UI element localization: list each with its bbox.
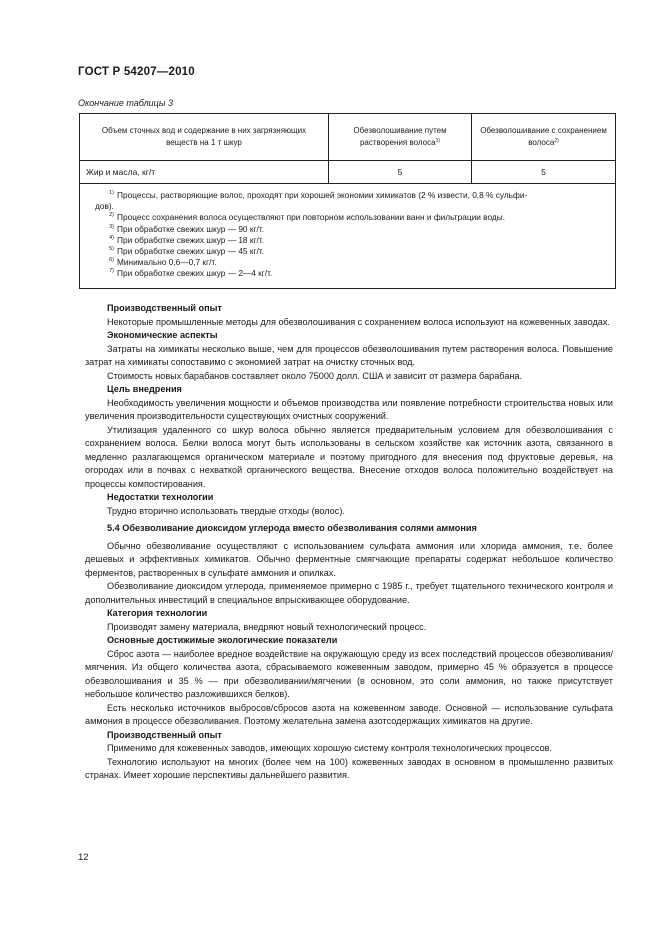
heading-production-experience: Производственный опыт	[107, 303, 222, 313]
section-heading-5-4: 5.4 Обезволивание диоксидом углерода вместо обезволивания солями аммония	[107, 523, 477, 533]
footnote: 7) При обработке свежих шкур — 2—4 кг/т.	[109, 268, 273, 279]
heading-environmental-indicators: Основные достижимые экологические показатели	[107, 635, 338, 645]
footnote: 1) Процессы, растворяющие волос, проходят при хорошей экономии химикатов (2 % извести, 0,8 % сульфи-	[109, 190, 528, 200]
paragraph: Стоимость новых барабанов составляет около 75000 долл. США и зависит от размера барабана.	[107, 370, 523, 381]
paragraph: Обычно обезволивание осуществляют с использованием сульфата аммония или хлорида аммония, т.е. более дешевых и эффективных химикатов. Обычно ферментные смягчающие препараты содержат небольшое количество ферментов, растворенных в сульфате аммония и опилках.	[85, 540, 613, 578]
document-body	[85, 302, 613, 783]
paragraph: Применимо для кожевенных заводов, имеющих хорошую систему контроля технологических процессов.	[107, 743, 553, 753]
paragraph: Производят замену материала, внедряют новый технологический процесс.	[107, 621, 427, 632]
footnote: 4) При обработке свежих шкур — 18 кг/т.	[109, 234, 264, 245]
paragraph: Затраты на химикаты несколько выше, чем для процессов обезволошивания путем растворения волоса. Повышение затрат на химикаты сопоставимо с экономией затрат на очистку сточных вод.	[85, 343, 613, 367]
paragraph: Технологию используют на многих (более чем на 100) кожевенных заводах в основном в промышленно развитых странах. Имеет хорошие перспективы дальнейшего развития.	[85, 756, 613, 780]
table-caption: Окончание таблицы 3	[78, 98, 173, 108]
paragraph: Сброс азота — наиболее вредное воздействие на окружающую среду из всех последствий процессов обезволивания/мягчения. Из общего количества азота, сбрасываемого кожевенным заводом, примерно 45 % образуется в процессе обезволошивания и 35 % — при обезволивании/мягчении (в основном, это соли аммония, но также присутствует небольшое количество разложившихся белков).	[85, 648, 613, 699]
table-header-dissolving: Обезволошивание путем растворения волоса$^{1)}$	[329, 114, 472, 160]
table-cell-label: Жир и масла, кг/т	[80, 161, 329, 183]
paragraph: Есть несколько источников выбросов/сбросов азота на кожевенном заводе. Основной — использование сульфата аммония в процессе обезволивания. Поэтому желательна замена азотсодержащих химикатов на другие.	[85, 702, 613, 726]
footnote: дов).	[95, 201, 114, 212]
heading-economic-aspects: Экономические аспекты	[107, 330, 218, 340]
heading-implementation-goal: Цель внедрения	[107, 384, 182, 394]
table-header-preserving: Обезволошивание с сохранением волоса$^{2)}$	[480, 126, 607, 147]
footnote-mark: 2)	[554, 138, 559, 144]
page-number: 12	[78, 852, 89, 863]
document-id: ГОСТ Р 54207—2010	[78, 66, 195, 78]
paragraph: Некоторые промышленные методы для обезволошивания с сохранением волоса используют на кожевенных заводах.	[107, 316, 610, 327]
table-3	[79, 113, 616, 289]
table-footnotes	[80, 184, 615, 288]
table-header-row	[80, 114, 615, 161]
paragraph: Необходимость увеличения мощности и объемов производства или появление потребности строительства новых или увеличения производительности существующих очистных сооружений.	[85, 397, 613, 421]
table-header-volume: Объем сточных вод и содержание в них загрязняющих веществ на 1 т шкур	[80, 114, 329, 160]
footnote: 3) При обработке свежих шкур — 90 кг/т.	[109, 223, 264, 234]
paragraph: Трудно вторично использовать твердые отходы (волос).	[107, 505, 345, 516]
table-cell-value: 5	[541, 167, 546, 177]
table-row	[80, 161, 615, 184]
footnote: 2) Процесс сохранения волоса осуществляют при повторном использовании ванн и фильтрации воды.	[109, 212, 506, 223]
footnote-mark: 1)	[435, 138, 441, 144]
table-cell-value: 5	[329, 161, 472, 183]
paragraph: Утилизация удаленного со шкур волоса обычно является предварительным условием для обезволошивания с сохранением волоса. Белки волоса могут быть использованы в сельском хозяйстве как источник азота, связанного в медленно разлагающемся органическом материале и поэтому пригодного для внесения под фруктовые деревья, на огородах или в почвах с нехваткой органического вещества. Внесение отходов волоса положительно воздействует на процессы компостирования.	[85, 424, 613, 489]
heading-technology-drawbacks: Недостатки технологии	[107, 492, 214, 502]
heading-production-experience-2: Производственный опыт	[107, 729, 222, 740]
footnote: 6) Минимально 0,6—0,7 кг/т.	[109, 257, 217, 268]
paragraph: Обезволивание диоксидом углерода, применяемое примерно с 1985 г., требует тщательного технического контроля и дополнительных инвестиций в специальное впрыскивающее оборудование.	[85, 581, 613, 605]
heading-technology-category: Категория технологии	[107, 608, 208, 618]
footnote: 5) При обработке свежих шкур — 45 кг/т.	[109, 246, 264, 257]
